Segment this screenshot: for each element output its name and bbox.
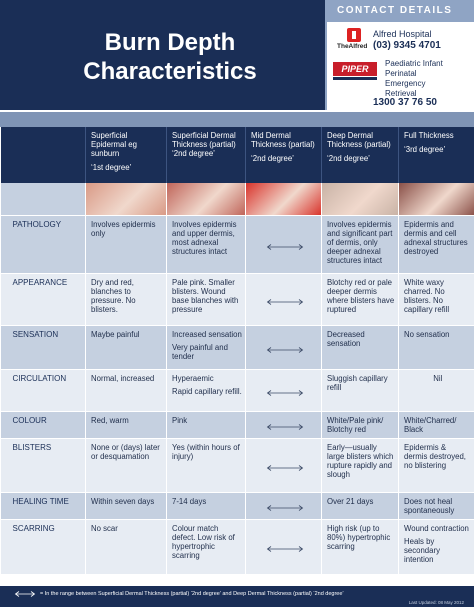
- table-cell: [399, 274, 474, 326]
- cell-text: Colour match defect. Low risk of hypertrophic scarring: [172, 524, 235, 560]
- column-header: Full Thickness ‘3rd degree’: [399, 127, 474, 183]
- alfred-logo-icon: TheAlfred: [337, 28, 371, 54]
- range-cell: [246, 520, 322, 574]
- range-arrow-icon: [266, 464, 304, 472]
- cell-text: High risk (up to 80%) hypertrophic scarring: [327, 524, 391, 551]
- burn-photo-3: [246, 183, 322, 216]
- range-arrow-icon: [266, 346, 304, 354]
- cell-text: Hyperaemic: [172, 374, 214, 383]
- table-cell: [399, 216, 474, 274]
- burn-photo-5: [399, 183, 474, 216]
- row-label: COLOUR: [1, 412, 86, 439]
- table-cell: [322, 439, 399, 493]
- cell-text: Very painful and tender: [172, 343, 228, 361]
- range-arrow-icon: [14, 590, 36, 598]
- cell-text: Does not heal spontaneously: [404, 497, 455, 515]
- table-cell: [86, 439, 167, 493]
- table-cell: [167, 493, 246, 520]
- range-arrow-icon: [266, 504, 304, 512]
- range-arrow-icon: [266, 298, 304, 306]
- cell-text: No sensation: [404, 330, 450, 339]
- cell-text: Early—usually large blisters which rupture rapidly and slough: [327, 443, 394, 479]
- table-cell: [399, 370, 474, 412]
- cell-text: Epidermis and dermis and cell adnexal structures destroyed: [404, 220, 468, 256]
- cell-text: Heals by secondary intention: [404, 537, 440, 564]
- hospital-phone: (03) 9345 4701: [373, 40, 441, 51]
- cell-text: Pink: [172, 416, 188, 425]
- cell-text: Over 21 days: [327, 497, 374, 506]
- cell-text: Red, warm: [91, 416, 129, 425]
- column-header: Mid Dermal Thickness (partial) ‘2nd degree’: [246, 127, 322, 183]
- piper-logo-bar: [333, 77, 377, 80]
- cell-text: White/Pale pink/ Blotchy red: [327, 416, 384, 434]
- cell-text: Normal, increased: [91, 374, 155, 383]
- range-arrow-icon: [266, 243, 304, 251]
- header-banner: [0, 0, 474, 110]
- burn-depth-table: [0, 127, 474, 574]
- table-cell: [86, 216, 167, 274]
- table-cell: [86, 412, 167, 439]
- table-cell: [322, 520, 399, 574]
- table-cell: [399, 326, 474, 370]
- corner-cell: [1, 127, 86, 183]
- row-label: HEALING TIME: [1, 493, 86, 520]
- row-label: SCARRING: [1, 520, 86, 574]
- table-cell: [86, 493, 167, 520]
- table-row: [1, 520, 474, 574]
- table-cell: [86, 274, 167, 326]
- alfred-contact: [333, 28, 473, 54]
- cell-text: Involves epidermis and upper dermis, most adnexal structures intact: [172, 220, 237, 256]
- cell-text: Rapid capillary refill.: [172, 387, 242, 396]
- cell-text: Within seven days: [91, 497, 155, 506]
- table-row: [1, 493, 474, 520]
- cell-text: Maybe painful: [91, 330, 140, 339]
- table-row: [1, 216, 474, 274]
- contact-heading: CONTACT DETAILS: [327, 0, 474, 22]
- range-cell: [246, 493, 322, 520]
- range-arrow-icon: [266, 423, 304, 431]
- table-cell: [322, 216, 399, 274]
- table-cell: [322, 370, 399, 412]
- column-header: Superficial Dermal Thickness (partial) ‘2nd degree’: [167, 127, 246, 183]
- table-cell: [86, 326, 167, 370]
- cell-text: Wound contraction: [404, 524, 469, 533]
- last-updated: Last Updated: 08 May 2012: [408, 600, 464, 605]
- footnote: = In the range between Superficial Dermal Thickness (partial) ‘2nd degree’ and Deep Dermal Thickness (partial) ‘2nd degree’: [40, 591, 344, 597]
- page-title: [20, 28, 320, 86]
- cell-text: None or (days) later or desquamation: [91, 443, 160, 461]
- table-row: [1, 370, 474, 412]
- table-row: [1, 439, 474, 493]
- row-label: PATHOLOGY: [1, 216, 86, 274]
- image-blank-cell: [1, 183, 86, 216]
- range-cell: [246, 216, 322, 274]
- table-cell: [167, 326, 246, 370]
- cell-text: White waxy charred. No blisters. No capillary refill: [404, 278, 450, 314]
- table-cell: [322, 493, 399, 520]
- table-cell: [167, 412, 246, 439]
- burn-photo-4: [322, 183, 399, 216]
- piper-phone: 1300 37 76 50: [373, 97, 437, 108]
- contact-panel: [325, 0, 474, 110]
- table-cell: [167, 520, 246, 574]
- range-cell: [246, 274, 322, 326]
- column-header: Superficial Epidermal eg sunburn ‘1st degree’: [86, 127, 167, 183]
- table-cell: [322, 326, 399, 370]
- header-band: [0, 112, 474, 127]
- burn-photo-2: [167, 183, 246, 216]
- cell-text: Involves epidermis only: [91, 220, 156, 238]
- row-label: CIRCULATION: [1, 370, 86, 412]
- image-row: [1, 183, 474, 216]
- table-cell: [167, 216, 246, 274]
- cell-text: White/Charred/ Black: [404, 416, 457, 434]
- cell-text: No scar: [91, 524, 118, 533]
- title-line-1: Burn Depth: [104, 29, 236, 56]
- range-arrow-icon: [266, 545, 304, 553]
- piper-logo-icon: PIPER: [333, 62, 377, 76]
- range-cell: [246, 412, 322, 439]
- row-label: APPEARANCE: [1, 274, 86, 326]
- table-cell: [399, 493, 474, 520]
- table-cell: [167, 370, 246, 412]
- range-cell: [246, 370, 322, 412]
- cell-text: Blotchy red or pale deeper dermis where blisters have ruptured: [327, 278, 395, 314]
- table-cell: [86, 370, 167, 412]
- cell-text: Decreased sensation: [327, 330, 365, 348]
- cell-text: Dry and red, blanches to pressure. No blisters.: [91, 278, 136, 314]
- cell-text: Involves epidermis and significant part of dermis, only deeper adnexal structures intact: [327, 220, 393, 265]
- column-header: Deep Dermal Thickness (partial) ‘2nd degree’: [322, 127, 399, 183]
- cell-text: Sluggish capillary refill: [327, 374, 388, 392]
- table-cell: [322, 274, 399, 326]
- range-arrow-icon: [266, 389, 304, 397]
- table-row: [1, 412, 474, 439]
- cell-text: Nil: [433, 374, 443, 383]
- cell-text: Increased sensation: [172, 330, 242, 339]
- cell-text: 7-14 days: [172, 497, 207, 506]
- piper-description: Paediatric Infant Perinatal Emergency Retrieval: [385, 59, 443, 98]
- table-cell: [167, 439, 246, 493]
- hospital-name: Alfred Hospital: [373, 29, 432, 39]
- table-cell: [167, 274, 246, 326]
- cell-text: Epidermis & dermis destroyed, no blistering: [404, 443, 466, 470]
- table-cell: [322, 412, 399, 439]
- table-row: [1, 274, 474, 326]
- table-cell: [399, 439, 474, 493]
- table-cell: [399, 520, 474, 574]
- cell-text: Pale pink. Smaller blisters. Wound base blanches with pressure: [172, 278, 239, 314]
- range-cell: [246, 326, 322, 370]
- row-label: SENSATION: [1, 326, 86, 370]
- row-label: BLISTERS: [1, 439, 86, 493]
- cell-text: Yes (within hours of injury): [172, 443, 240, 461]
- range-cell: [246, 439, 322, 493]
- column-header-row: [1, 127, 474, 183]
- burn-photo-1: [86, 183, 167, 216]
- table-cell: [86, 520, 167, 574]
- title-line-2: Characteristics: [83, 58, 257, 85]
- table-row: [1, 326, 474, 370]
- table-cell: [399, 412, 474, 439]
